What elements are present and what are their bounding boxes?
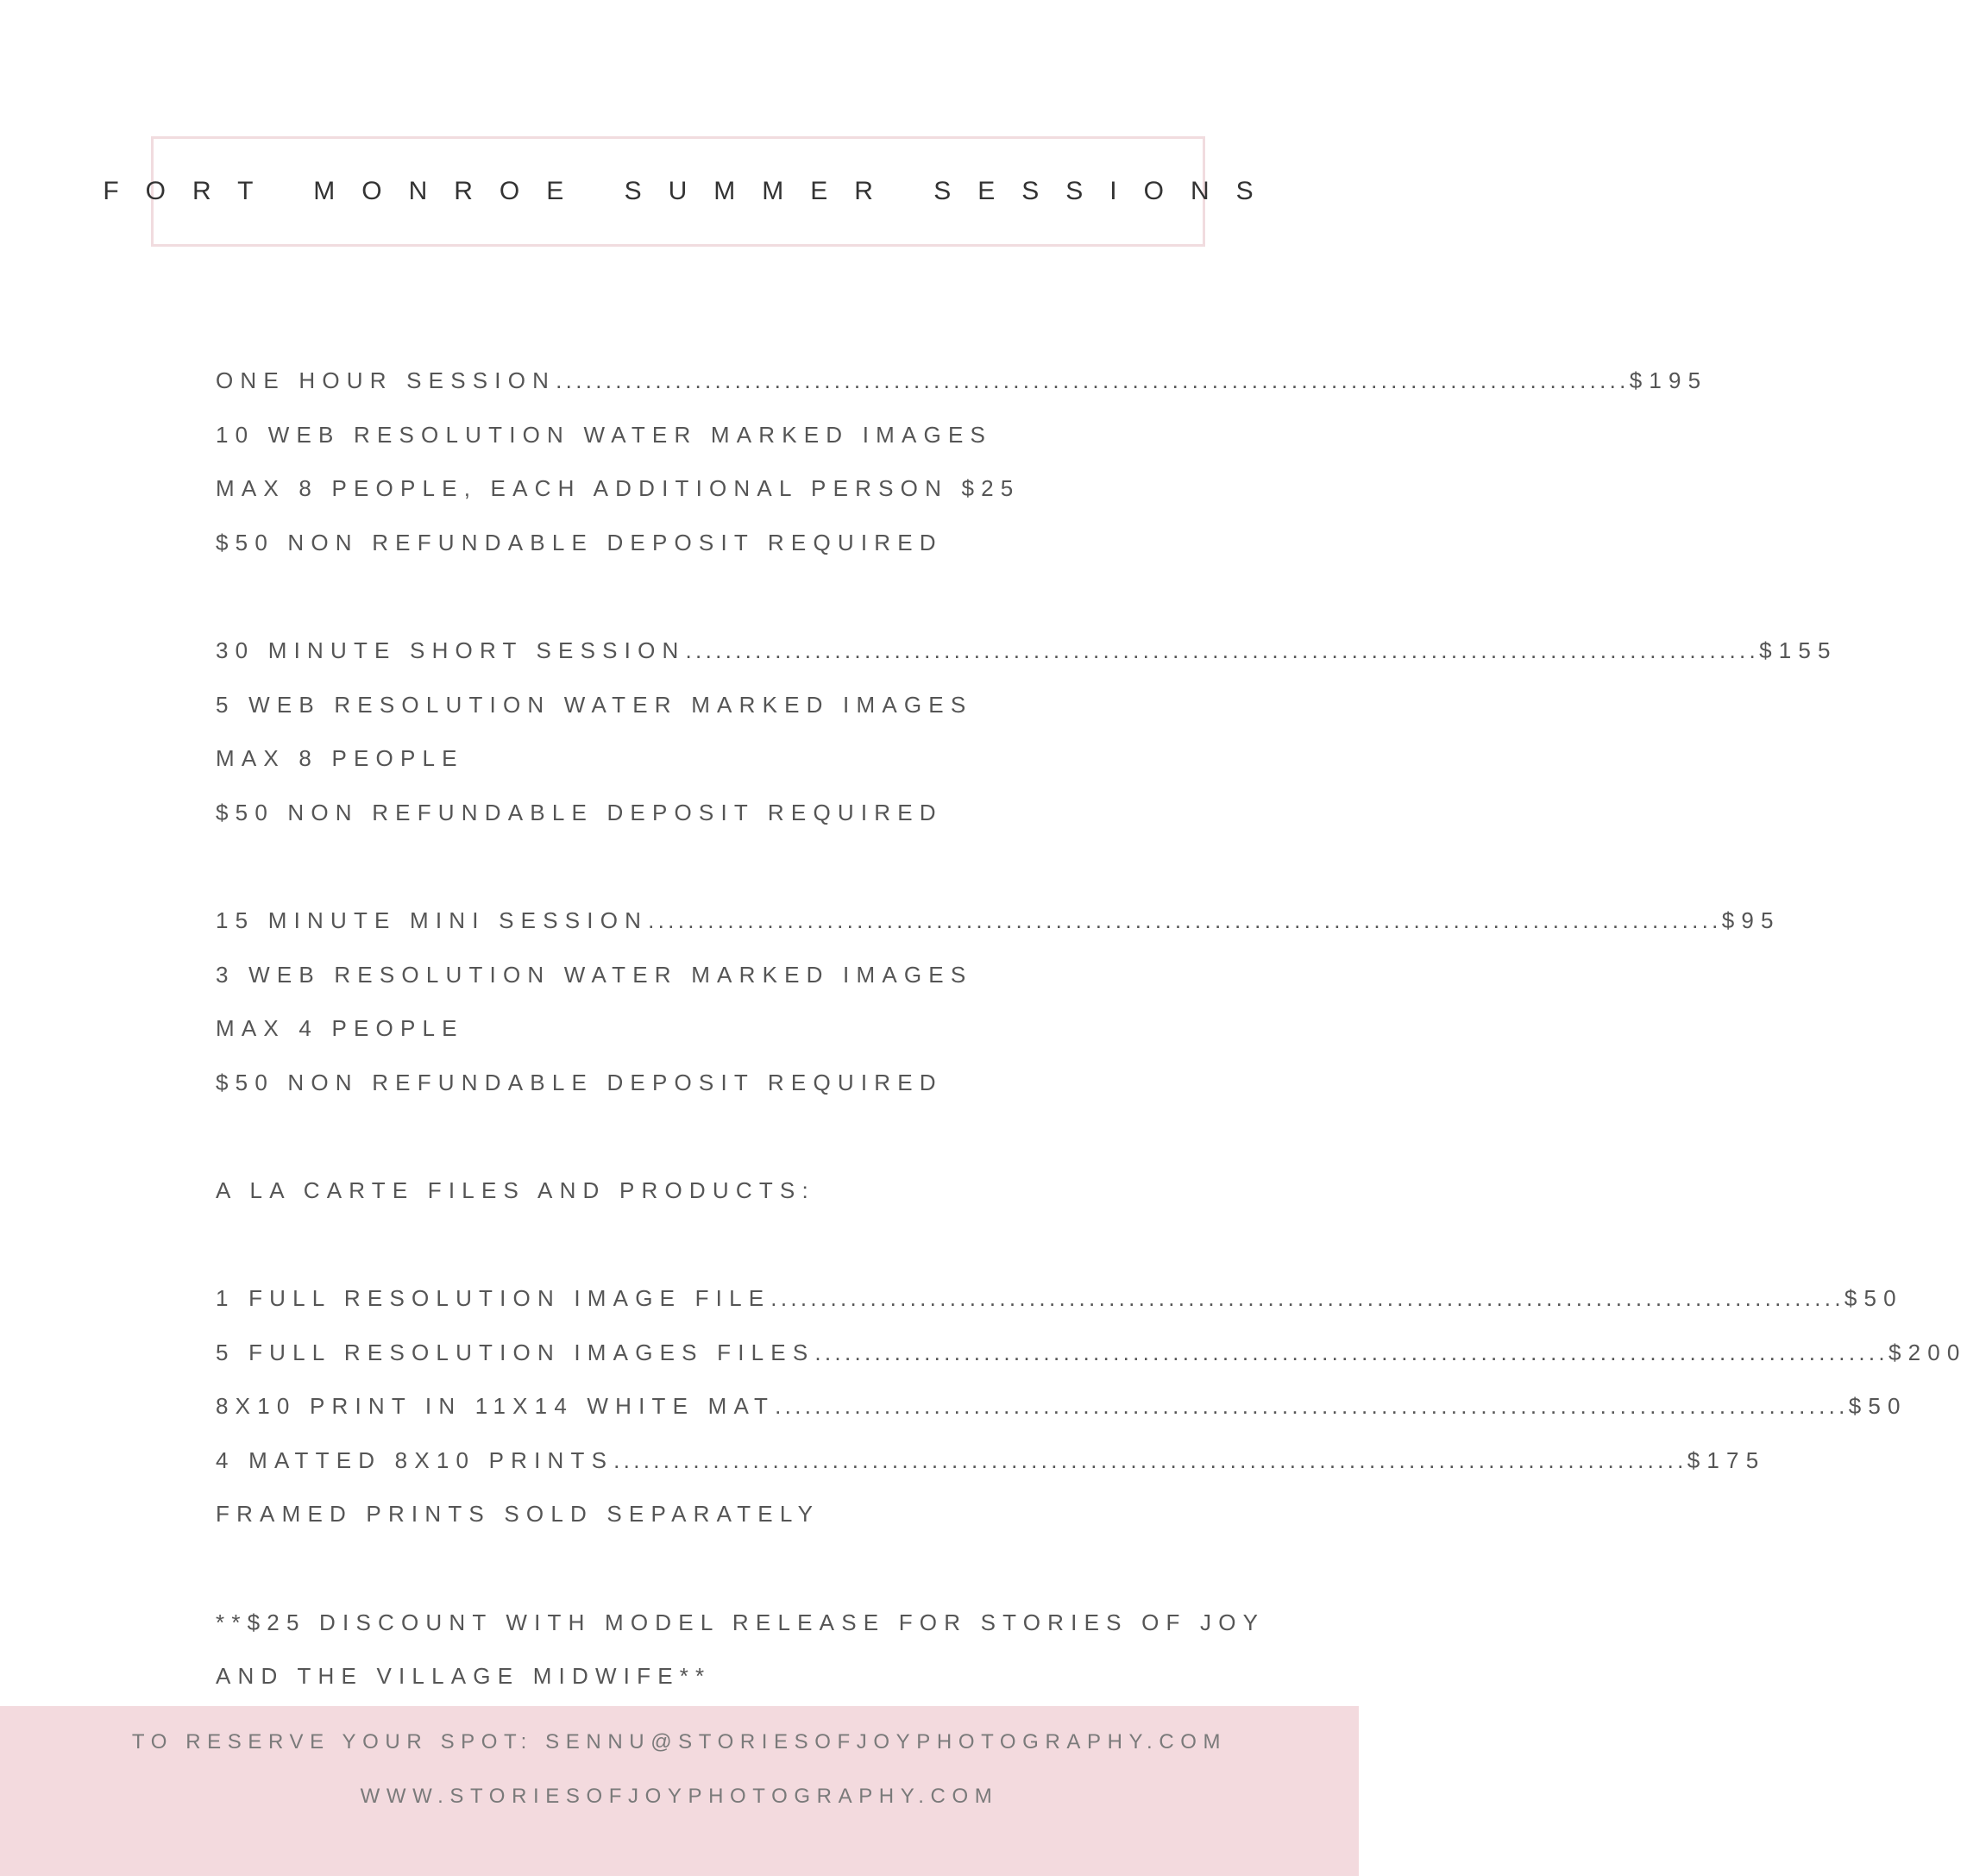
leader-dots: ............................................................................................................ xyxy=(814,1339,1888,1365)
session-name: 30 MINUTE SHORT SESSION xyxy=(216,637,686,663)
leader-dots: ............................................................................................................ xyxy=(775,1393,1849,1420)
product-name: 5 FULL RESOLUTION IMAGES FILES xyxy=(216,1339,815,1365)
session-detail: MAX 8 PEOPLE xyxy=(216,745,464,772)
leader-dots: ............................................................................................................ xyxy=(685,637,1760,663)
leader-dots: ............................................................................................................ xyxy=(648,907,1722,933)
product-price: $50 xyxy=(1848,1393,1907,1420)
title-box xyxy=(103,136,1280,247)
product-row xyxy=(216,1434,1766,1488)
session-row xyxy=(216,624,1838,678)
product-price: $175 xyxy=(1687,1446,1766,1473)
leader-dots: ............................................................................................................ xyxy=(770,1285,1844,1312)
session-detail: MAX 4 PEOPLE xyxy=(216,1015,464,1042)
price-list xyxy=(216,354,1967,1703)
session-detail: $50 NON REFUNDABLE DEPOSIT REQUIRED xyxy=(216,1069,943,1095)
leader-dots: ............................................................................................................ xyxy=(556,367,1630,393)
product-price: $50 xyxy=(1844,1285,1903,1312)
session-name: 15 MINUTE MINI SESSION xyxy=(216,907,649,933)
page-title: FORT MONROE SUMMER SESSIONS xyxy=(103,177,1280,205)
framed-prints-note: FRAMED PRINTS SOLD SEPARATELY xyxy=(216,1501,820,1528)
session-price: $95 xyxy=(1721,907,1781,933)
product-name: 8X10 PRINT IN 11X14 WHITE MAT xyxy=(216,1393,776,1420)
session-detail: $50 NON REFUNDABLE DEPOSIT REQUIRED xyxy=(216,529,943,555)
session-price: $155 xyxy=(1759,637,1838,663)
session-detail: 5 WEB RESOLUTION WATER MARKED IMAGES xyxy=(216,691,973,718)
discount-line: AND THE VILLAGE MIDWIFE** xyxy=(216,1663,712,1690)
session-detail: MAX 8 PEOPLE, EACH ADDITIONAL PERSON $25 xyxy=(216,475,1021,502)
discount-line: **$25 DISCOUNT WITH MODEL RELEASE FOR STORIES OF JOY xyxy=(216,1609,1266,1635)
product-name: 1 FULL RESOLUTION IMAGE FILE xyxy=(216,1285,771,1312)
product-price: $200 xyxy=(1888,1339,1967,1365)
product-name: 4 MATTED 8X10 PRINTS xyxy=(216,1446,614,1473)
session-detail: 3 WEB RESOLUTION WATER MARKED IMAGES xyxy=(216,961,973,988)
product-row xyxy=(216,1379,1907,1434)
session-row xyxy=(216,354,1708,408)
session-row xyxy=(216,894,1781,948)
product-row xyxy=(216,1271,1903,1326)
alacarte-heading: A LA CARTE FILES AND PRODUCTS: xyxy=(216,1176,815,1203)
session-detail: $50 NON REFUNDABLE DEPOSIT REQUIRED xyxy=(216,799,943,825)
reserve-contact: TO RESERVE YOUR SPOT: SENNU@STORIESOFJOYPHOTOGRAPHY.COM xyxy=(131,1730,1228,1754)
product-row xyxy=(216,1326,1967,1380)
session-name: ONE HOUR SESSION xyxy=(216,367,556,393)
session-price: $195 xyxy=(1629,367,1708,393)
website-link[interactable]: WWW.STORIESOFJOYPHOTOGRAPHY.COM xyxy=(360,1785,999,1808)
session-detail: 10 WEB RESOLUTION WATER MARKED IMAGES xyxy=(216,421,993,448)
footer-band xyxy=(0,1706,1359,1876)
leader-dots: ............................................................................................................ xyxy=(613,1446,1687,1473)
